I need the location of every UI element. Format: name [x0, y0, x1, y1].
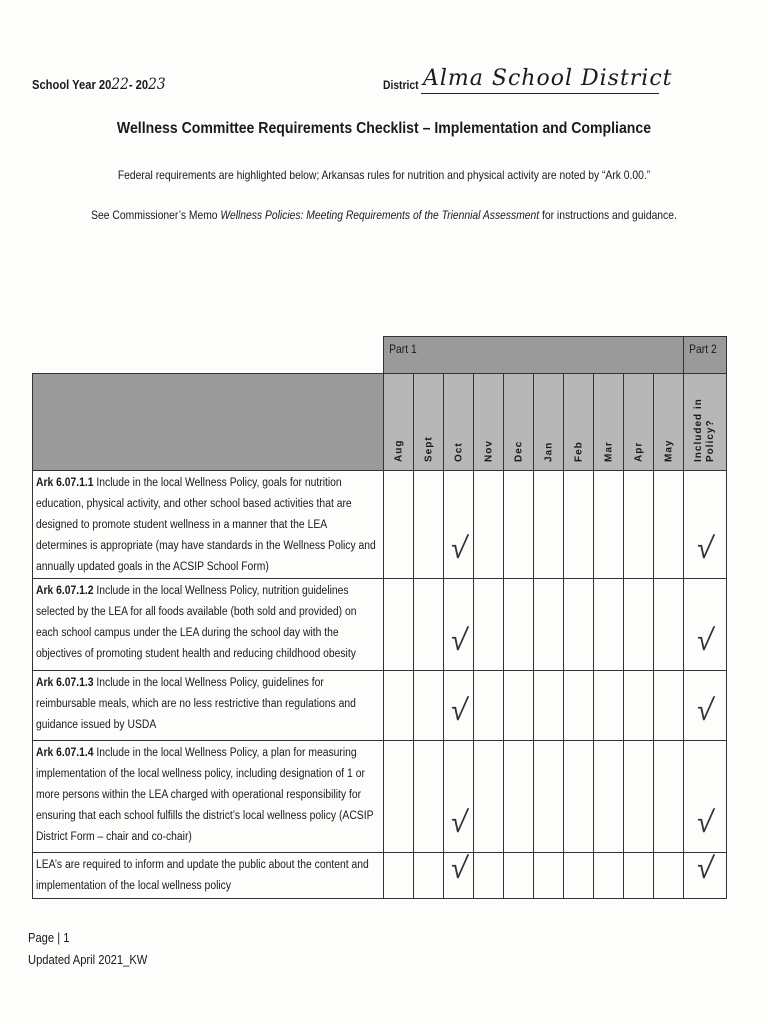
- check-cell-jan[interactable]: [534, 579, 564, 671]
- month-header-aug: [384, 374, 414, 471]
- subtitle-memo-after: for instructions and guidance.: [539, 208, 677, 222]
- subtitle-memo-before: See Commissioner’s Memo: [91, 208, 221, 222]
- page-title: Wellness Committee Requirements Checklist – Implementation and Compliance: [116, 120, 652, 137]
- requirement-code: Ark 6.07.1.2: [36, 585, 94, 597]
- month-header-apr: [624, 374, 654, 471]
- month-label: Nov: [483, 440, 494, 462]
- check-cell-apr[interactable]: [624, 853, 654, 899]
- subtitle-memo: [54, 208, 714, 222]
- checkmark-icon: √: [447, 623, 470, 658]
- part1-header: [384, 337, 684, 374]
- checkmark-icon: √: [694, 531, 716, 566]
- check-cell-apr[interactable]: [624, 579, 654, 671]
- requirement-text: Include in the local Wellness Policy, goals for nutrition education, physical activity, and other school based activities that are designed to promote student wellness in a manner that the LEA determines is appropriate (may have standards in the Wellness Policy and annually updated goals in the ACSIP School Form): [36, 477, 376, 573]
- check-cell-dec[interactable]: [504, 579, 534, 671]
- check-cell-jan[interactable]: [534, 471, 564, 579]
- requirement-code: Ark 6.07.1.1: [36, 477, 94, 489]
- month-header-oct: [444, 374, 474, 471]
- school-year-separator: - 20: [128, 77, 149, 92]
- requirement-code: Ark 6.07.1.3: [36, 677, 94, 689]
- requirement-text: Include in the local Wellness Policy, nutrition guidelines selected by the LEA for all foods available (both sold and provided) on each school campus under the LEA during the school day with the objectives of promoting student health and reducing childhood obesity: [36, 585, 357, 660]
- requirement-row: [33, 853, 727, 899]
- month-header-dec: [504, 374, 534, 471]
- requirement-row: [33, 471, 727, 579]
- school-year-end[interactable]: 23: [148, 74, 166, 93]
- check-cell-oct[interactable]: [444, 579, 474, 671]
- check-cell-apr[interactable]: [624, 741, 654, 853]
- check-cell-mar[interactable]: [594, 579, 624, 671]
- check-cell-may[interactable]: [654, 671, 684, 741]
- part1-label: Part 1: [389, 342, 417, 356]
- check-cell-in-policy[interactable]: [684, 853, 727, 899]
- check-cell-oct[interactable]: [444, 741, 474, 853]
- requirement-text-cell: [33, 741, 384, 853]
- check-cell-oct[interactable]: [444, 671, 474, 741]
- check-cell-aug[interactable]: [384, 741, 414, 853]
- requirements-checklist-table: [32, 336, 727, 899]
- check-cell-oct[interactable]: [444, 471, 474, 579]
- requirement-text-cell: [33, 671, 384, 741]
- check-cell-sept[interactable]: [414, 579, 444, 671]
- check-cell-sept[interactable]: [414, 471, 444, 579]
- check-cell-dec[interactable]: [504, 471, 534, 579]
- check-cell-apr[interactable]: [624, 671, 654, 741]
- requirement-header: [33, 374, 384, 471]
- part2-label: Part 2: [689, 342, 717, 356]
- requirement-row: [33, 671, 727, 741]
- requirement-text: Include in the local Wellness Policy, a plan for measuring implementation of the local wellness policy, including designation of 1 or more persons within the LEA charged with operational responsibility for ensuring that each school fulfills the district’s local wellness policy (ACSIP District Form – chair and co-chair): [36, 747, 374, 843]
- month-header-sept: [414, 374, 444, 471]
- month-label: Mar: [603, 441, 614, 462]
- check-cell-oct[interactable]: [444, 853, 474, 899]
- school-year-label: School Year 20: [32, 77, 112, 92]
- part2-header: [684, 337, 727, 374]
- in-policy-header: [684, 374, 727, 471]
- checkmark-icon: √: [694, 623, 716, 658]
- check-cell-nov[interactable]: [474, 471, 504, 579]
- check-cell-in-policy[interactable]: [684, 471, 727, 579]
- check-cell-feb[interactable]: [564, 579, 594, 671]
- month-label: Feb: [573, 441, 584, 462]
- check-cell-feb[interactable]: [564, 671, 594, 741]
- month-label: Jan: [543, 441, 554, 462]
- check-cell-sept[interactable]: [414, 853, 444, 899]
- check-cell-mar[interactable]: [594, 853, 624, 899]
- month-header-mar: [594, 374, 624, 471]
- checkmark-icon: √: [447, 693, 470, 728]
- check-cell-aug[interactable]: [384, 579, 414, 671]
- subtitle-federal: Federal requirements are highlighted below; Arkansas rules for nutrition and physical activity are noted by “Ark 0.00.”: [117, 168, 651, 182]
- school-year: [32, 74, 166, 93]
- checkmark-icon: √: [694, 851, 716, 886]
- month-label: Sept: [423, 436, 434, 462]
- district-field[interactable]: [383, 66, 673, 96]
- check-cell-nov[interactable]: [474, 853, 504, 899]
- check-cell-may[interactable]: [654, 741, 684, 853]
- page-number: Page | 1: [28, 930, 70, 945]
- check-cell-in-policy[interactable]: [684, 741, 727, 853]
- requirement-text: Include in the local Wellness Policy, guidelines for reimbursable meals, which are no less restrictive than regulations and guidance issued by USDA: [36, 677, 356, 731]
- district-underline: [421, 93, 659, 94]
- check-cell-may[interactable]: [654, 853, 684, 899]
- check-cell-in-policy[interactable]: [684, 671, 727, 741]
- check-cell-mar[interactable]: [594, 671, 624, 741]
- check-cell-aug[interactable]: [384, 671, 414, 741]
- school-year-start[interactable]: 22: [111, 74, 129, 93]
- month-header-nov: [474, 374, 504, 471]
- check-cell-may[interactable]: [654, 579, 684, 671]
- check-cell-mar[interactable]: [594, 741, 624, 853]
- checkmark-icon: √: [447, 531, 470, 566]
- requirement-text-cell: [33, 471, 384, 579]
- checkmark-icon: √: [694, 805, 716, 840]
- check-cell-apr[interactable]: [624, 471, 654, 579]
- blank-corner: [33, 337, 384, 374]
- check-cell-may[interactable]: [654, 471, 684, 579]
- requirement-text-cell: [33, 579, 384, 671]
- check-cell-in-policy[interactable]: [684, 579, 727, 671]
- requirement-code: Ark 6.07.1.4: [36, 747, 94, 759]
- check-cell-dec[interactable]: [504, 853, 534, 899]
- check-cell-feb[interactable]: [564, 741, 594, 853]
- month-label: Dec: [513, 440, 524, 462]
- checkmark-icon: √: [447, 851, 470, 886]
- month-label: May: [663, 439, 675, 462]
- checkmark-icon: √: [694, 693, 716, 728]
- in-policy-label: Included in Policy?: [693, 398, 717, 462]
- month-label: Apr: [633, 441, 644, 462]
- check-cell-jan[interactable]: [534, 671, 564, 741]
- district-label: District: [383, 78, 419, 92]
- month-header-may: [654, 374, 684, 471]
- check-cell-jan[interactable]: [534, 853, 564, 899]
- check-cell-nov[interactable]: [474, 579, 504, 671]
- check-cell-dec[interactable]: [504, 671, 534, 741]
- check-cell-sept[interactable]: [414, 671, 444, 741]
- months-header-row: [33, 374, 727, 471]
- requirement-row: [33, 579, 727, 671]
- check-cell-aug[interactable]: [384, 471, 414, 579]
- check-cell-jan[interactable]: [534, 741, 564, 853]
- check-cell-mar[interactable]: [594, 471, 624, 579]
- check-cell-nov[interactable]: [474, 671, 504, 741]
- requirement-row: [33, 741, 727, 853]
- check-cell-nov[interactable]: [474, 741, 504, 853]
- month-label: Aug: [393, 439, 404, 462]
- month-label: Oct: [453, 442, 464, 462]
- month-header-feb: [564, 374, 594, 471]
- check-cell-sept[interactable]: [414, 741, 444, 853]
- updated-note: Updated April 2021_KW: [28, 952, 148, 967]
- district-value[interactable]: Alma School District: [423, 66, 673, 91]
- check-cell-feb[interactable]: [564, 471, 594, 579]
- requirement-text: LEA’s are required to inform and update the public about the content and implementation of the local wellness policy: [36, 859, 369, 892]
- subtitle-memo-title: Wellness Policies: Meeting Requirements of the Triennial Assessment: [220, 208, 540, 222]
- parts-header-row: [33, 337, 727, 374]
- requirement-text-cell: [33, 853, 384, 899]
- check-cell-dec[interactable]: [504, 741, 534, 853]
- check-cell-aug[interactable]: [384, 853, 414, 899]
- checkmark-icon: √: [447, 805, 470, 840]
- month-header-jan: [534, 374, 564, 471]
- check-cell-feb[interactable]: [564, 853, 594, 899]
